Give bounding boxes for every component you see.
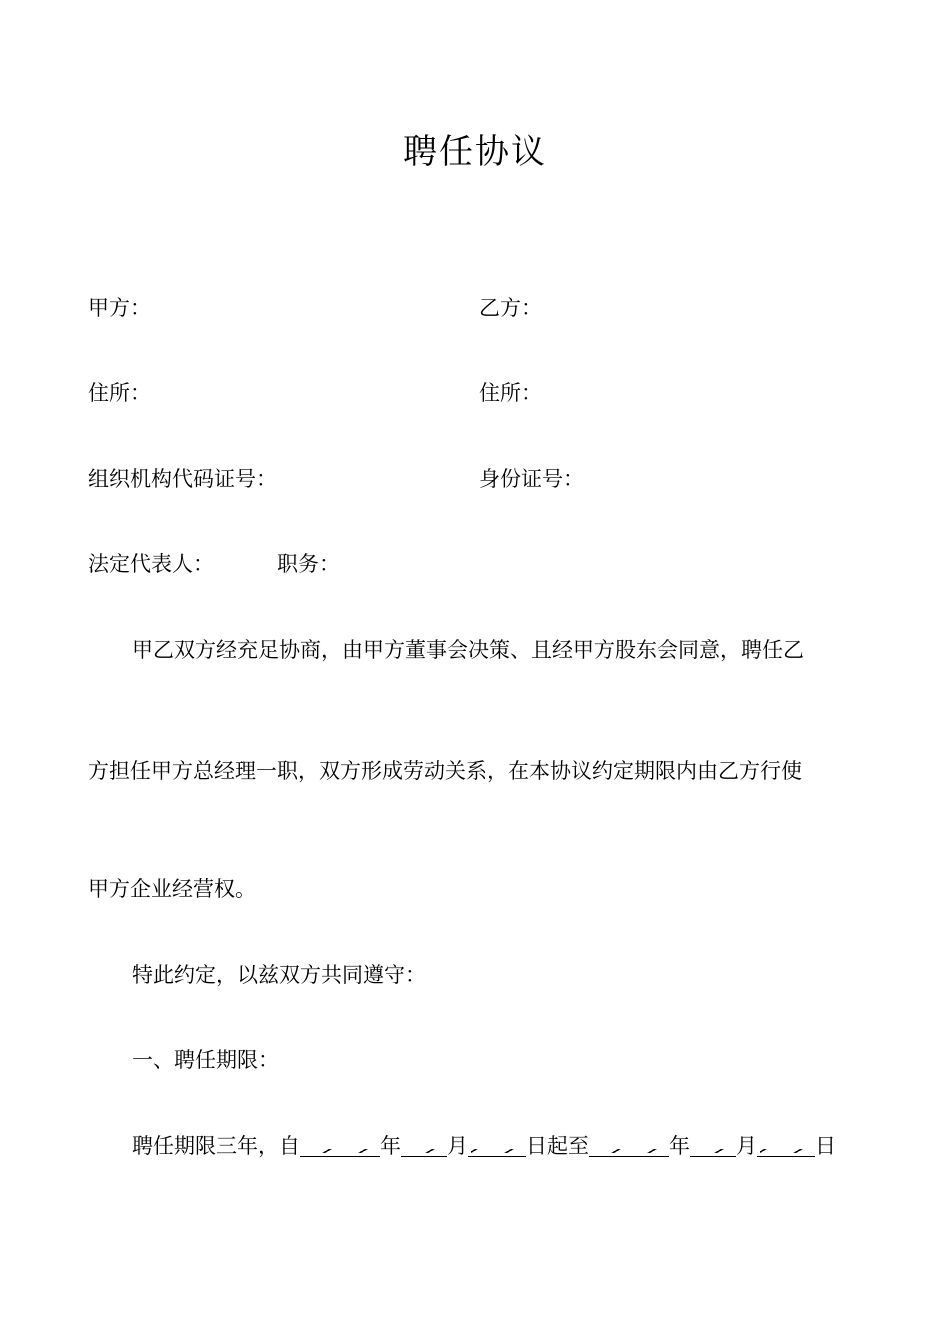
term-line xyxy=(132,1131,836,1161)
start-year-blank[interactable] xyxy=(300,1134,380,1157)
party-a-org-code-label: 组织机构代码证号： xyxy=(88,467,277,491)
document-title: 聘任协议 xyxy=(403,132,547,172)
term-prefix: 聘任期限三年，自 xyxy=(132,1134,300,1158)
section-1-heading: 一、聘任期限： xyxy=(132,1048,279,1072)
end-year-blank[interactable] xyxy=(589,1134,669,1157)
agreement-intro: 特此约定，以兹双方共同遵守： xyxy=(132,963,426,987)
preamble-line-1: 甲乙双方经充足协商，由甲方董事会决策、且经甲方股东会同意，聘任乙 xyxy=(132,638,804,662)
preamble-line-2: 方担任甲方总经理一职，双方形成劳动关系，在本协议约定期限内由乙方行使 xyxy=(88,759,802,783)
start-year-unit: 年 xyxy=(380,1134,401,1158)
party-a-position-label: 职务： xyxy=(277,552,340,576)
start-month-unit: 月 xyxy=(447,1134,468,1158)
start-month-blank[interactable] xyxy=(401,1134,447,1157)
end-year-unit: 年 xyxy=(669,1134,690,1158)
start-day-blank[interactable] xyxy=(468,1134,526,1157)
party-b-label: 乙方： xyxy=(479,296,542,320)
party-a-address-label: 住所： xyxy=(88,381,151,405)
party-b-id-label: 身份证号： xyxy=(479,467,584,491)
party-a-legal-rep-label: 法定代表人： xyxy=(88,552,214,576)
party-b-address-label: 住所： xyxy=(479,381,542,405)
end-day-unit: 日 xyxy=(815,1134,836,1158)
end-month-unit: 月 xyxy=(736,1134,757,1158)
preamble-line-3: 甲方企业经营权。 xyxy=(88,877,256,901)
start-day-to: 日起至 xyxy=(526,1134,589,1158)
end-month-blank[interactable] xyxy=(690,1134,736,1157)
end-day-blank[interactable] xyxy=(757,1134,815,1157)
party-a-label: 甲方： xyxy=(88,296,151,320)
